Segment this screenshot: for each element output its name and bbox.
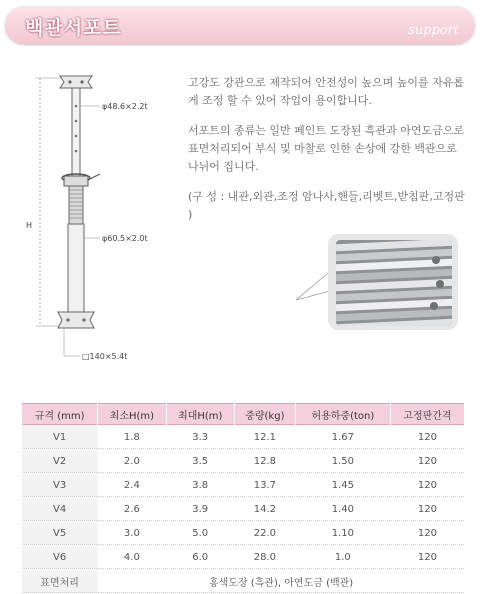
table-row xyxy=(22,498,464,521)
table-cell: 1.0 xyxy=(296,546,390,569)
table-header-row xyxy=(22,403,464,425)
table-cell: V6 xyxy=(22,546,97,569)
table-cell: V2 xyxy=(22,450,97,473)
column-header: 규격 (mm) xyxy=(22,403,97,425)
table-cell: 2.4 xyxy=(98,474,165,497)
table-cell: 1.10 xyxy=(296,522,390,545)
table-cell: 120 xyxy=(391,450,464,473)
table-cell: 1.67 xyxy=(296,426,390,449)
table-cell: 3.9 xyxy=(167,498,234,521)
table-row xyxy=(22,426,464,449)
table-cell: 13.7 xyxy=(235,474,295,497)
product-description xyxy=(188,74,468,236)
description-paragraph: (구 성 : 내관,외관,조정 암나사,핸들,리벳트,받침판,고정판 ) xyxy=(188,190,465,221)
product-photo xyxy=(336,240,452,326)
table-cell: 3.8 xyxy=(167,474,234,497)
table-cell: 12.8 xyxy=(235,450,295,473)
table-cell: 3.3 xyxy=(167,426,234,449)
table-cell: 1.40 xyxy=(296,498,390,521)
table-cell: 120 xyxy=(391,522,464,545)
table-cell: 120 xyxy=(391,426,464,449)
column-header: 중량(kg) xyxy=(235,403,295,425)
table-cell: 12.1 xyxy=(235,426,295,449)
table-cell: 2.0 xyxy=(98,450,165,473)
table-row xyxy=(22,546,464,569)
table-row xyxy=(22,522,464,545)
page-subtitle: support xyxy=(408,23,459,38)
description-paragraph: 서포트의 종류는 일반 페인트 도장된 흑관과 아연도금으로 표면처리되어 부식 및 마찰로 인한 손상에 강한 백관으로 나뉘어 집니다. xyxy=(188,124,465,173)
height-label: H xyxy=(26,221,33,230)
table-cell: 14.2 xyxy=(235,498,295,521)
outer-tube-label: φ60.5×2.0t xyxy=(102,234,148,243)
table-cell: 120 xyxy=(391,498,464,521)
base-plate-label: □140×5.4t xyxy=(82,352,128,361)
table-cell: V3 xyxy=(22,474,97,497)
table-row xyxy=(22,474,464,497)
table-cell: 1.50 xyxy=(296,450,390,473)
table-row-finish xyxy=(22,570,464,593)
inner-tube-label: φ48.6×2.2t xyxy=(102,102,148,111)
spec-table xyxy=(21,402,465,594)
table-cell: 3.5 xyxy=(167,450,234,473)
page-title: 백관서포트 xyxy=(25,17,122,39)
table-cell: 1.45 xyxy=(296,474,390,497)
table-cell: V4 xyxy=(22,498,97,521)
table-cell: 3.0 xyxy=(98,522,165,545)
table-cell: 6.0 xyxy=(167,546,234,569)
table-cell: 22.0 xyxy=(235,522,295,545)
table-cell: 5.0 xyxy=(167,522,234,545)
description-paragraph: 고강도 강관으로 제작되어 안전성이 높으며 높이를 자유롭게 조정 할 수 있어 작업이 용이합니다. xyxy=(188,76,465,107)
table-cell: V1 xyxy=(22,426,97,449)
column-header: 최소H(m) xyxy=(98,403,165,425)
column-header: 허용하중(ton) xyxy=(296,403,390,425)
table-cell: 4.0 xyxy=(98,546,165,569)
column-header: 고정판간격 xyxy=(391,403,464,425)
table-cell: 28.0 xyxy=(235,546,295,569)
finish-value: 홍색도장 (흑관), 아연도금 (백관) xyxy=(98,570,464,593)
table-cell: 2.6 xyxy=(98,498,165,521)
support-diagram xyxy=(20,66,190,376)
column-header: 최대H(m) xyxy=(167,403,234,425)
table-cell: 120 xyxy=(391,474,464,497)
table-cell: 1.8 xyxy=(98,426,165,449)
finish-label: 표면처리 xyxy=(22,570,97,593)
table-cell: V5 xyxy=(22,522,97,545)
page-header xyxy=(5,6,475,44)
table-row xyxy=(22,450,464,473)
table-cell: 120 xyxy=(391,546,464,569)
